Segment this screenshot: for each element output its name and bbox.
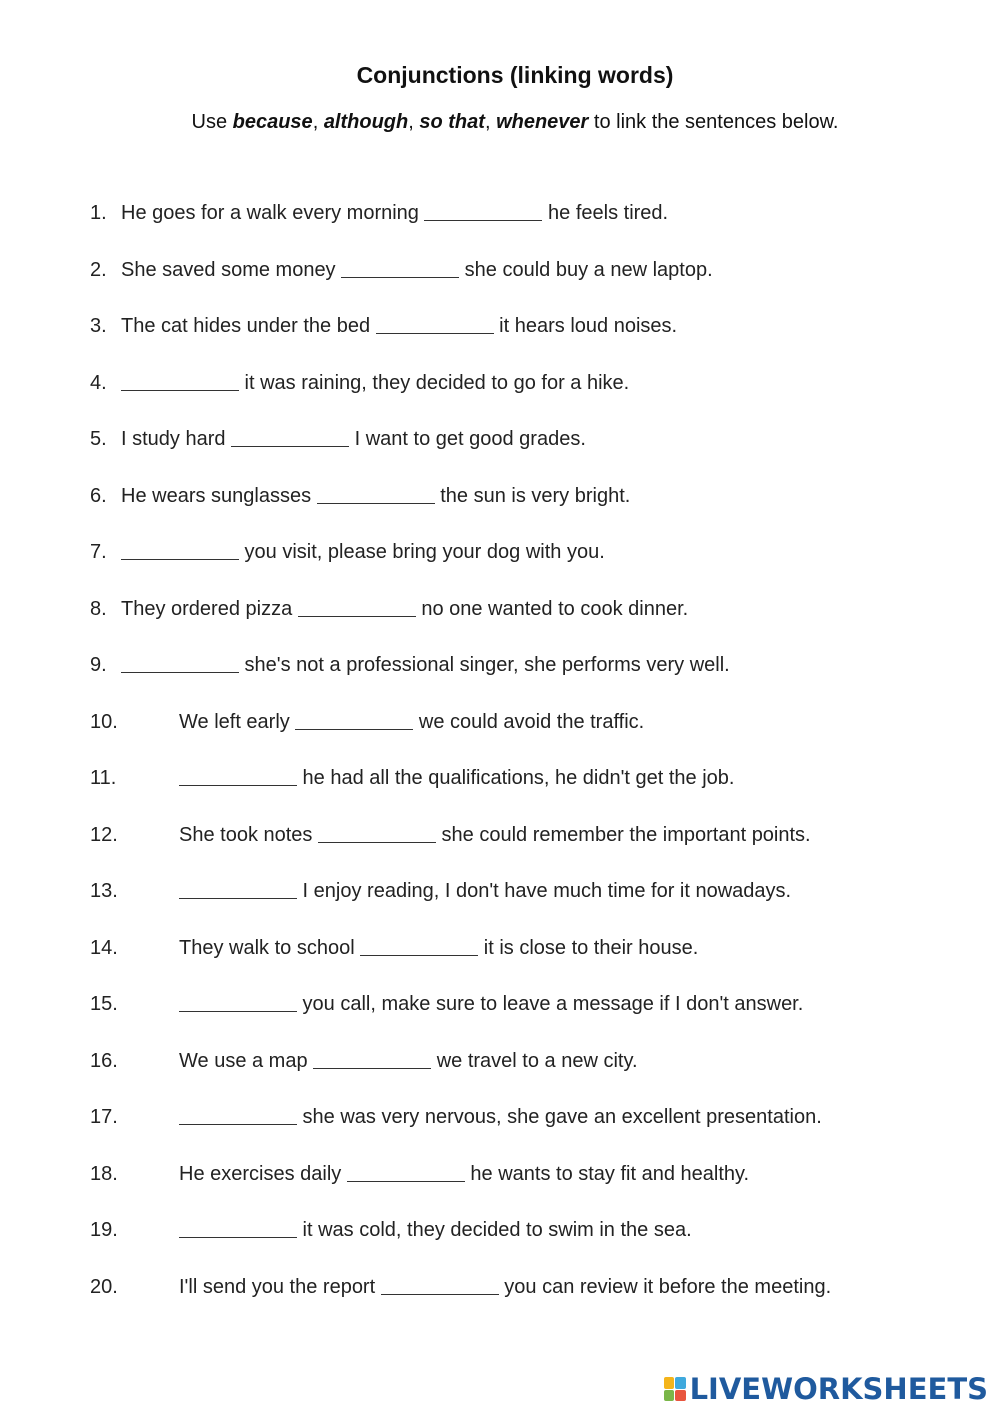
question-text-after: it hears loud noises. bbox=[493, 315, 678, 337]
question-text-after: she could buy a new laptop. bbox=[459, 259, 713, 281]
question-row bbox=[90, 1273, 831, 1301]
question-row bbox=[90, 199, 668, 227]
question-row bbox=[90, 312, 677, 340]
answer-blank[interactable] bbox=[360, 935, 478, 956]
question-text-before: I'll send you the report bbox=[179, 1276, 381, 1298]
answer-blank[interactable] bbox=[424, 200, 542, 221]
question-text-before: They ordered pizza bbox=[121, 598, 298, 620]
question-text-before: He exercises daily bbox=[179, 1163, 347, 1185]
question-text-after: she could remember the important points. bbox=[435, 824, 811, 846]
question-text-before: She took notes bbox=[179, 824, 318, 846]
question-number: 14. bbox=[90, 937, 118, 959]
liveworksheets-logo-icon bbox=[664, 1377, 686, 1401]
question-number: 11. bbox=[90, 767, 117, 789]
question-text-after: we could avoid the traffic. bbox=[413, 711, 645, 733]
question-text-before: We left early bbox=[179, 711, 296, 733]
question-text-before: He goes for a walk every morning bbox=[121, 202, 425, 224]
question-row bbox=[90, 651, 730, 679]
answer-blank[interactable] bbox=[295, 709, 413, 730]
question-text-before: They walk to school bbox=[179, 937, 361, 959]
question-text-after: he feels tired. bbox=[542, 202, 669, 224]
question-text-before: The cat hides under the bed bbox=[121, 315, 376, 337]
question-row bbox=[90, 256, 713, 284]
instructions-sep: , bbox=[484, 111, 497, 133]
question-number: 20. bbox=[90, 1276, 118, 1298]
question-row bbox=[90, 877, 791, 905]
question-text-after: she's not a professional singer, she performs very well. bbox=[239, 654, 730, 676]
answer-blank[interactable] bbox=[313, 1048, 431, 1069]
question-number: 8. bbox=[90, 598, 107, 620]
question-number: 9. bbox=[90, 654, 107, 676]
question-number: 13. bbox=[90, 880, 118, 902]
question-number: 15. bbox=[90, 993, 118, 1015]
question-number: 7. bbox=[90, 541, 107, 563]
question-text-after: the sun is very bright. bbox=[434, 485, 631, 507]
question-number: 17. bbox=[90, 1106, 118, 1128]
liveworksheets-logo-text: LIVEWORKSHEETS bbox=[689, 1372, 988, 1406]
answer-blank[interactable] bbox=[347, 1161, 465, 1182]
instructions-prefix: Use bbox=[191, 111, 233, 133]
question-text-after: it was raining, they decided to go for a hike. bbox=[239, 372, 630, 394]
answer-blank[interactable] bbox=[179, 1217, 297, 1238]
question-text-after: we travel to a new city. bbox=[431, 1050, 638, 1072]
conjunction-because: because bbox=[232, 111, 313, 133]
answer-blank[interactable] bbox=[381, 1274, 499, 1295]
conjunction-although: although bbox=[323, 111, 409, 133]
question-row bbox=[90, 482, 630, 510]
question-text-after: it was cold, they decided to swim in the sea. bbox=[297, 1219, 692, 1241]
question-row bbox=[90, 1216, 692, 1244]
instructions-suffix: to link the sentences below. bbox=[588, 111, 839, 133]
question-number: 19. bbox=[90, 1219, 118, 1241]
question-text-after: it is close to their house. bbox=[478, 937, 699, 959]
conjunction-so-that: so that bbox=[419, 111, 485, 133]
question-row bbox=[90, 764, 734, 792]
liveworksheets-logo bbox=[664, 1374, 988, 1404]
question-row bbox=[90, 990, 803, 1018]
question-row bbox=[90, 1047, 638, 1075]
worksheet-title: Conjunctions (linking words) bbox=[356, 62, 674, 88]
question-number: 1. bbox=[90, 202, 107, 224]
question-row bbox=[90, 369, 629, 397]
answer-blank[interactable] bbox=[317, 483, 435, 504]
question-number: 18. bbox=[90, 1163, 118, 1185]
question-text-before: We use a map bbox=[179, 1050, 314, 1072]
answer-blank[interactable] bbox=[121, 652, 239, 673]
question-number: 3. bbox=[90, 315, 107, 337]
question-row bbox=[90, 708, 644, 736]
question-text-after: I want to get good grades. bbox=[349, 428, 586, 450]
answer-blank[interactable] bbox=[179, 1104, 297, 1125]
answer-blank[interactable] bbox=[179, 878, 297, 899]
question-text-before: He wears sunglasses bbox=[121, 485, 317, 507]
question-number: 2. bbox=[90, 259, 107, 281]
question-row bbox=[90, 1160, 749, 1188]
conjunction-whenever: whenever bbox=[496, 111, 589, 133]
question-text-after: no one wanted to cook dinner. bbox=[415, 598, 689, 620]
answer-blank[interactable] bbox=[376, 313, 494, 334]
instructions bbox=[0, 111, 1000, 134]
answer-blank[interactable] bbox=[231, 426, 349, 447]
question-number: 5. bbox=[90, 428, 107, 450]
answer-blank[interactable] bbox=[179, 991, 297, 1012]
question-text-after: he wants to stay fit and healthy. bbox=[464, 1163, 750, 1185]
question-row bbox=[90, 538, 605, 566]
question-text-after: you call, make sure to leave a message if I don't answer. bbox=[297, 993, 804, 1015]
answer-blank[interactable] bbox=[179, 765, 297, 786]
question-text-before: She saved some money bbox=[121, 259, 342, 281]
answer-blank[interactable] bbox=[121, 370, 239, 391]
instructions-sep: , bbox=[312, 111, 324, 133]
question-text-after: I enjoy reading, I don't have much time for it nowadays. bbox=[297, 880, 792, 902]
question-number: 4. bbox=[90, 372, 107, 394]
question-row bbox=[90, 425, 586, 453]
answer-blank[interactable] bbox=[121, 539, 239, 560]
question-row bbox=[90, 595, 688, 623]
question-row bbox=[90, 821, 811, 849]
question-number: 12. bbox=[90, 824, 118, 846]
question-text-after: he had all the qualifications, he didn't get the job. bbox=[297, 767, 735, 789]
instructions-sep: , bbox=[408, 111, 420, 133]
question-number: 16. bbox=[90, 1050, 118, 1072]
question-number: 10. bbox=[90, 711, 118, 733]
question-row bbox=[90, 1103, 822, 1131]
question-number: 6. bbox=[90, 485, 107, 507]
answer-blank[interactable] bbox=[341, 257, 459, 278]
question-text-after: you can review it before the meeting. bbox=[498, 1276, 832, 1298]
question-row bbox=[90, 934, 698, 962]
question-text-before: I study hard bbox=[121, 428, 232, 450]
question-text-after: she was very nervous, she gave an excellent presentation. bbox=[297, 1106, 822, 1128]
answer-blank[interactable] bbox=[298, 596, 416, 617]
answer-blank[interactable] bbox=[318, 822, 436, 843]
question-text-after: you visit, please bring your dog with you. bbox=[239, 541, 605, 563]
